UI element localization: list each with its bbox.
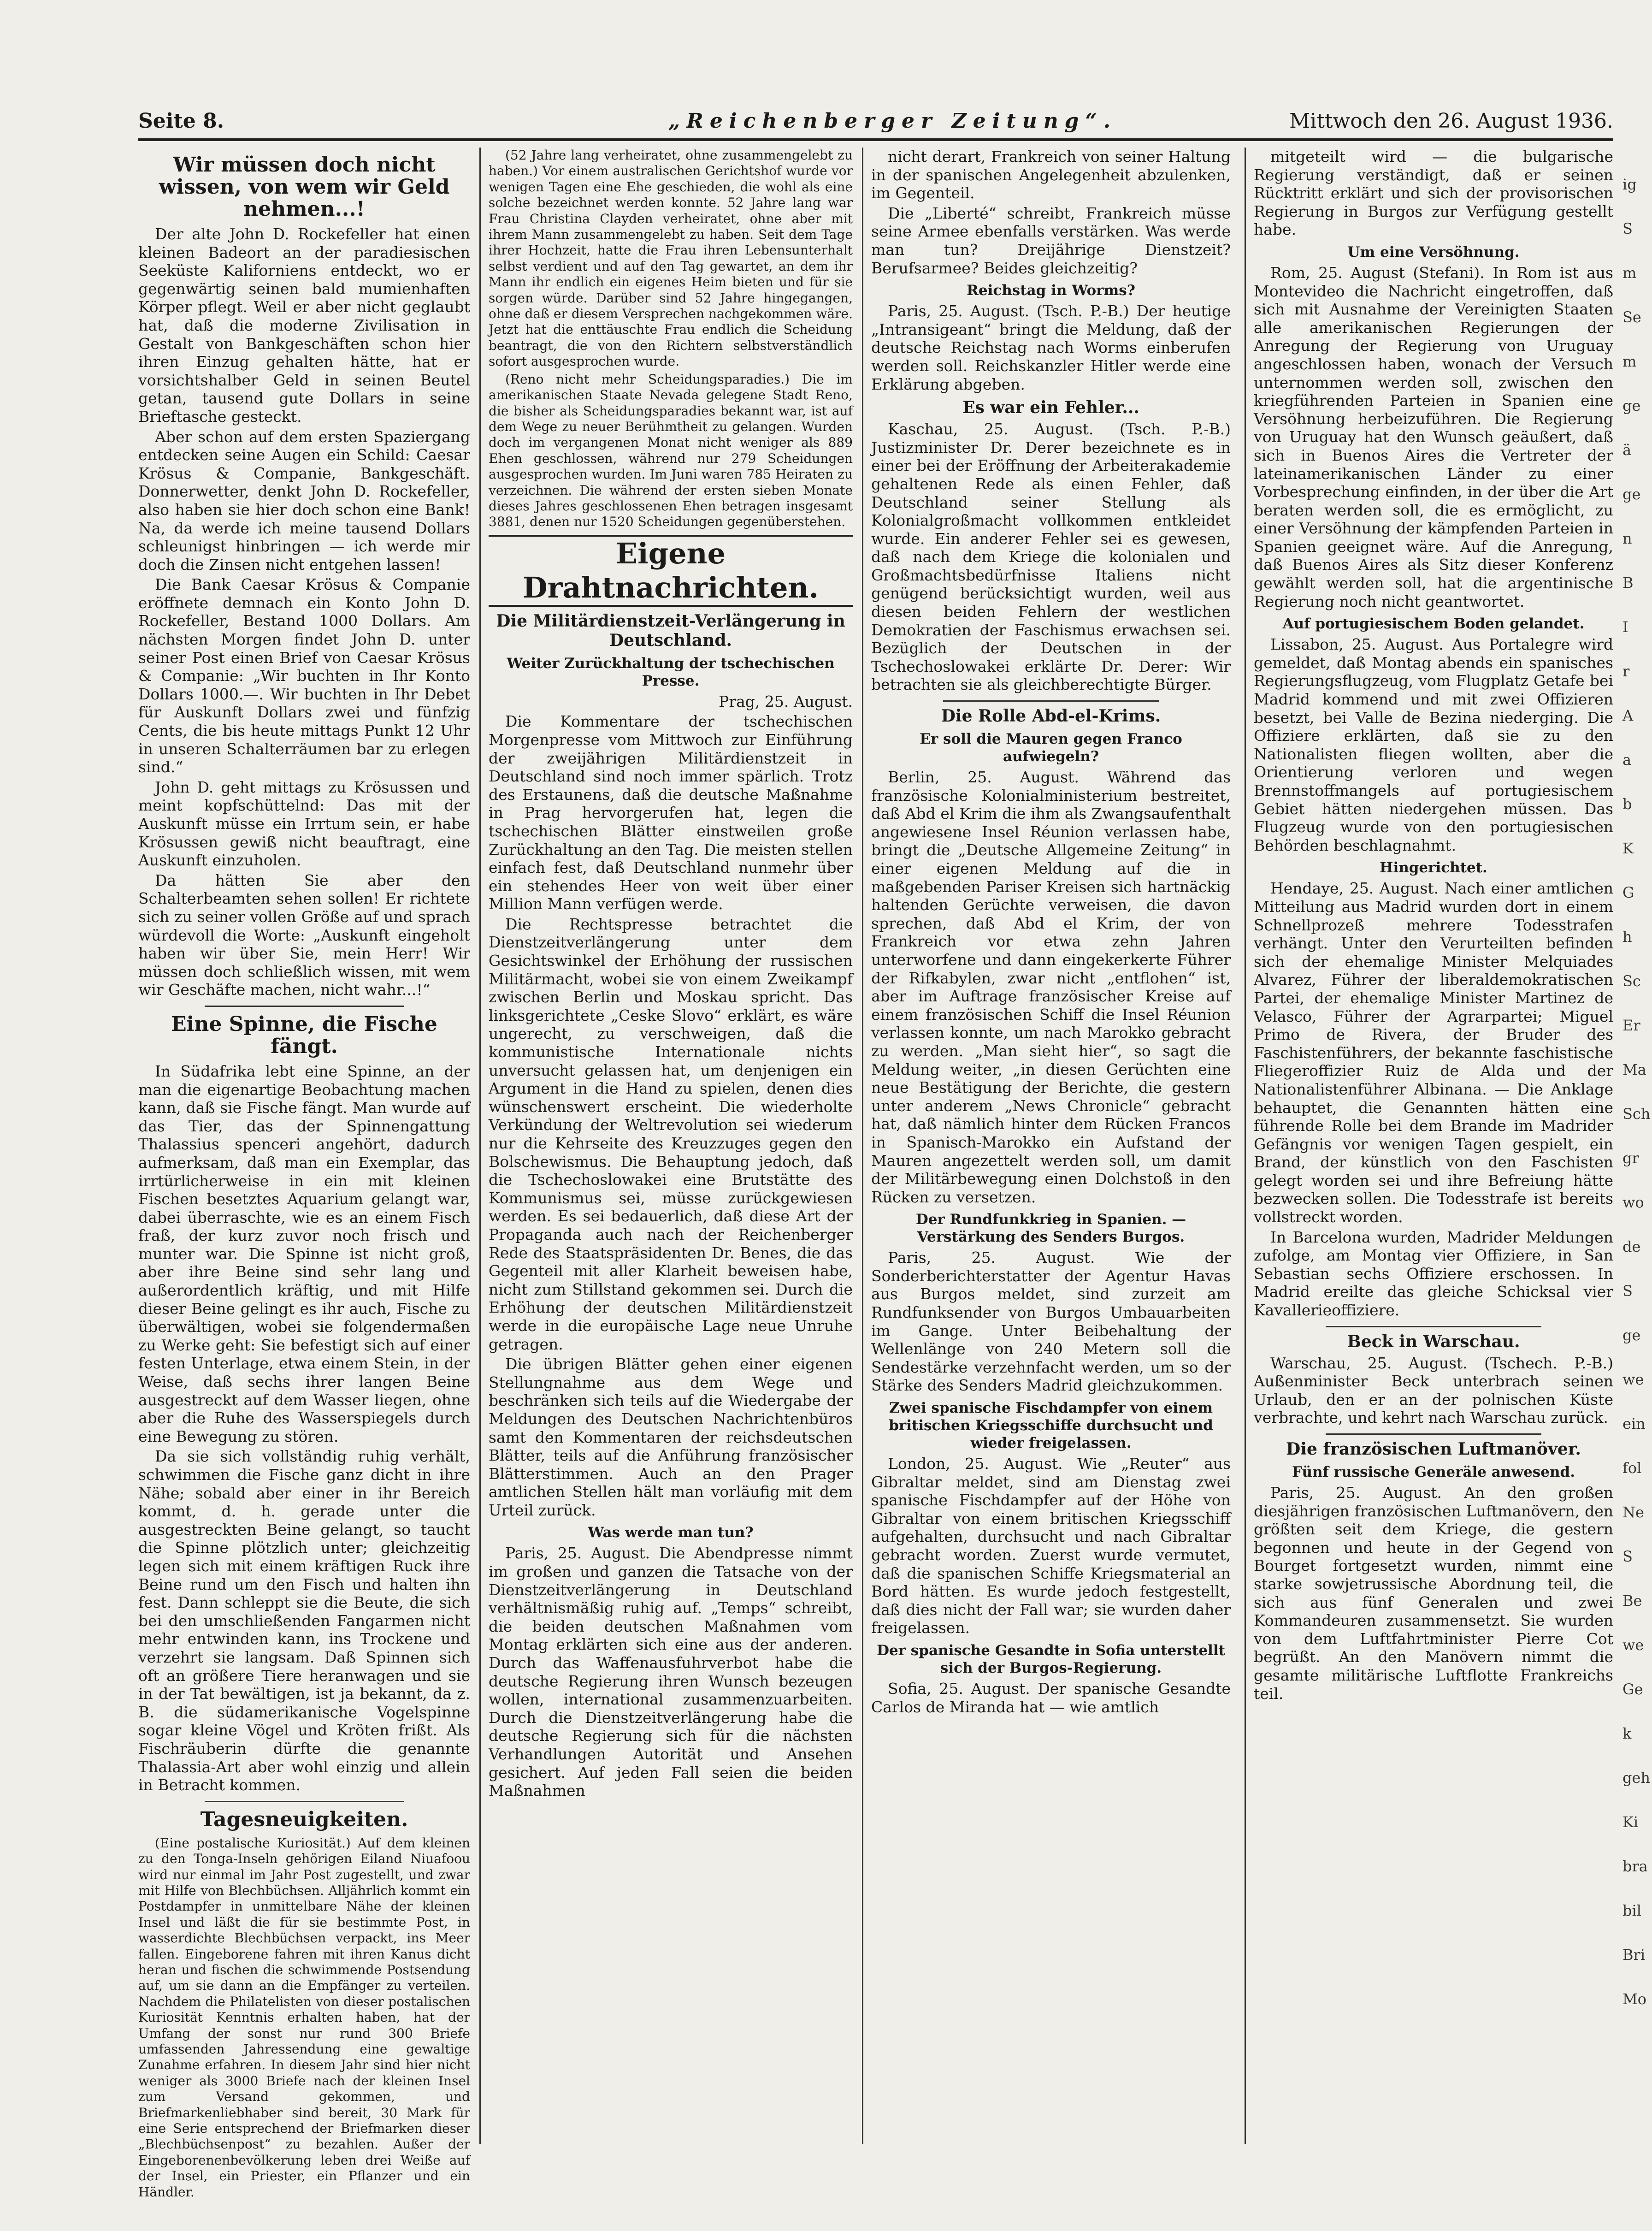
edge-fragment: A [1622,707,1634,724]
edge-fragment: a [1622,751,1632,769]
article-subtitle: Was werde man tun? [588,1524,754,1541]
article-subtitle: Reichstag in Worms? [967,282,1135,299]
edge-fragment: ig [1622,176,1637,193]
column-divider [479,148,481,2144]
paragraph: Da sie sich vollständig ruhig verhält, schwimmen die Fische ganz dicht in ihre Nähe; sobald aber einer in ihr Bereich kommt, d. h. gerade unter die ausgestreckten Beine gelangt, so taucht die Spinne plötzlich unter; gleichzeitig legen sich mit einem kräftigen Ruck ihre Beine rund um den Fisch und halten ihn fest. Dann schleppt sie die Beute, die sich bei den umschließenden Fangarmen nicht mehr entwinden kann, ins Trockene und verzehrt sie langsam. Daß Spinnen sich oft an größere Tiere heranwagen und sie in der Tat bewältigen, ist ja bekannt, da z. B. die südamerikanische Vogelspinne sogar kleine Vögel und Kröten frißt. Als Fischräuberin dürfte die genannte Thalassia-Art aber wohl einzig und allein in Betracht kommen. [138,1447,470,1794]
paragraph: Die Rechtspresse betrachtet die Dienstzeitverlängerung unter dem Gesichtswinkel der Erhöhung der russischen Militärmacht, wobei sie von einem Zweikampf zwischen Berlin und Moskau spricht. Das linksgerichtete „Ceske Slovo“ erklärt, es wäre ungerecht, zu verschweigen, daß die kommunistische Internationale nichts unversucht gelassen hat, um denjenigen ein Argument in die Hand zu spielen, denen dies wünschenswert erscheint. Die wiederholte Verkündung der Weltrevolution sei wiederum nur die Kehrseite des Kreuzzuges gegen den Bolschewismus. Die Behauptung jedoch, daß die Tschechoslowakei eine Brutstätte des Kommunismus sei, müsse zurückgewiesen werden. Es sei bedauerlich, daß diese Art der Propaganda auch nach der Reichenberger Rede des Staatspräsidenten Dr. Benes, die das Gegenteil mit aller Klarheit beweisen habe, nicht zum Stillstand gekommen sei. Durch die Erhöhung der deutschen Militärdienstzeit werde in die europäische Lage neue Unruhe getragen. [489,915,853,1353]
paragraph: John D. geht mittags zu Krösussen und meint kopfschüttelnd: Das mit der Auskunft müsse ein Irrtum sein, er habe Krösussen gewiß nicht beauftragt, eine Auskunft einzuholen. [138,778,470,870]
paragraph: Die übrigen Blätter gehen einer eigenen Stellungnahme aus dem Wege und beschränken sich teils auf die Wiedergabe der Meldungen des Deutschen Nachrichtenbüros samt den Kommentaren der reichsdeutschen Blätter, teils auf die Anführung französischer Blätterstimmen. Auch an den Prager amtlichen Stellen hält man vorläufig mit dem Urteil zurück. [489,1355,853,1519]
paragraph: Da hätten Sie aber den Schalterbeamten sehen sollen! Er richtete sich zu seiner vollen Größe auf und sprach würdevoll die Worte: „Auskunft eingeholt haben wir über Sie, mein Herr! Wir müssen doch schließlich wissen, mit wem wir Geschäfte machen, nicht wahr...!“ [138,871,470,999]
article-title: Beck in Warschau. [1347,1331,1520,1351]
edge-fragment: Ki [1622,1813,1639,1831]
edge-fragment: ge [1622,485,1641,503]
paragraph: Kaschau, 25. August. (Tsch. P.-B.) Justizminister Dr. Derer bezeichnete es in einer bei der Eröffnung der Arbeiterakademie gehaltenen Rede als einen Fehler, daß Deutschland seiner Stellung als Kolonialgroßmacht vollkommen entkleidet wurde. Ein anderer Fehler sei es gewesen, daß nach dem Kriege die kolonialen und Großmachtsbedürfnisse Italiens nicht genügend berücksichtigt wurden, weil aus diesen beiden Fehlern der westlichen Demokratien der Faschismus erwachsen sei. Bezüglich der Deutschen in der Tschechoslowakei erklärte Dr. Derer: Wir betrachten sie als gleichberechtigte Bürger. [871,420,1231,694]
edge-fragment: bil [1622,1902,1641,1919]
divider [205,1801,404,1802]
paragraph: Paris, 25. August. Die Abendpresse nimmt im großen und ganzen die Tatsache von der Dienstzeitverlängerung in Deutschland verhältnismäßig ruhig auf. „Temps“ schreibt, die beiden deutschen Maßnahmen vom Montag erklärten sich eine aus der anderen. Durch das Waffenausfuhrverbot habe die deutsche Regierung ihren Wunsch bezeugen wollen, international zusammenzuarbeiten. Durch die Dienstzeitverlängerung habe die deutsche Regierung sich für die nächsten Verhandlungen Autorität und Ansehen gesichert. Auf jeden Fall seien die beiden Maßnahmen [489,1544,853,1800]
edge-fragment: Er [1622,1017,1640,1034]
edge-fragment: I [1622,618,1628,636]
paragraph: Paris, 25. August. (Tsch. P.-B.) Der heutige „Intransigeant“ bringt die Meldung, daß der deutsche Reichstag nach Worms einberufen werden soll. Reichskanzler Hitler werde eine Erklärung abgeben. [871,302,1231,393]
dateline: Prag, 25. August. [719,692,853,710]
section-title: Tagesneuigkeiten. [200,1807,408,1831]
paragraph: Die „Liberté“ schreibt, Frankreich müsse seine Armee ebenfalls verstärken. Was werde man tun? Dreijährige Dienstzeit? Berufsarmee? Beides gleichzeitig? [871,204,1231,277]
edge-fragment: wo [1622,1194,1644,1211]
article-title: Die französischen Luftmanöver. [1286,1439,1581,1459]
article-title: Die Militärdienstzeit-Verlängerung in Deutschland. [496,611,845,650]
running-header [138,105,1613,137]
section-banner: Eigene Drahtnachrichten. [489,535,853,607]
article-title: Eine Spinne, die Fische fängt. [171,1012,437,1058]
article-title: Die Rolle Abd-el-Krims. [941,706,1161,726]
paragraph: Hendaye, 25. August. Nach einer amtlichen Mitteilung aus Madrid wurden dort in einem Schnellprozeß mehrere Todesstrafen verhängt. Unter den Verurteilten befinden sich der ehemalige Minister Melquiades Alvarez, Führer der liberaldemokratischen Partei, der ehemalige Minister Martinez de Velasco, Führer der Agrarpartei; Miguel Primo de Rivera, der Bruder des Faschistenführers, der bekannte faschistische Fliegeroffizier Ruiz de Alda und der Nationalistenführer Albinana. — Die Anklage behauptet, die Genannten hätten eine führende Rolle bei dem Brande im Madrider Gefängnis vor wenigen Tagen gespielt, ein Brand, der künstlich von den Faschisten gelegt worden sei und ihre Befreiung hätte bezwecken sollen. Die Todesstrafe ist bereits vollstreckt worden. [1254,879,1613,1226]
article-title: Der Rundfunkkrieg in Spanien. — Verstärkung des Senders Burgos. [915,1211,1186,1246]
edge-fragment: de [1622,1238,1641,1255]
header-rule [138,138,1613,141]
edge-fragment: ä [1622,441,1632,459]
page-number: Seite 8. [138,109,224,133]
paragraph: Die Kommentare der tschechischen Morgenpresse vom Mittwoch zur Einführung der zweijährigen Militärdienstzeit in Deutschland sind noch immer spärlich. Trotz des Erstaunens, daß die deutsche Maßnahme in Prag hervorgerufen hat, legen die tschechischen Blätter einstweilen große Zurückhaltung an den Tag. Die meisten stellen einfach fest, daß Deutschland nunmehr über ein stehendes Heer von weit über einer Million Mann verfügen werde. [489,712,853,913]
paragraph: In Barcelona wurden, Madrider Meldungen zufolge, am Montag vier Offiziere, in San Sebastian sechs Offiziere erschossen. In Madrid ereilte das gleiche Schicksal vier Kavallerieoffiziere. [1254,1228,1613,1320]
edge-fragment: Bri [1622,1946,1646,1964]
edge-fragment: S [1622,1548,1633,1565]
paragraph: In Südafrika lebt eine Spinne, an der man die eigenartige Beobachtung machen kann, daß sie Fische fängt. Man wurde auf das Tier, das der Spinnengattung Thalassius spenceri angehört, dadurch aufmerksam, daß man ein Exemplar, das irrtürlicherweise in ein mit kleinen Fischen besetztes Aquarium gelangt war, dabei überraschte, wie es an einem Fisch fraß, der kurz zuvor noch frisch und munter war. Die Spinne ist nicht groß, aber ihre Beine sind sehr lang und außerordentlich kräftig, und mit Hilfe dieser Beine gelingt es ihr auch, Fische zu überwältigen, wobei sie folgendermaßen zu Werke geht: Sie befestigt sich auf einer festen Unterlage, etwa einem Stein, in der Weise, daß sechs ihrer langen Beine ausgestreckt auf dem Wasser liegen, ohne aber die Ruhe des Wasserspiegels durch eine Bewegung zu stören. [138,1062,470,1445]
column-divider [1245,148,1246,2144]
column-3 [871,148,1231,2144]
paragraph: Aber schon auf dem ersten Spaziergang entdecken seine Augen ein Schild: Caesar Krösus & Companie, Bankgeschäft. Donnerwetter, denkt John D. Rockefeller, also haben sie hier doch schon eine Bank! Na, da werde ich meine tausend Dollars schleunigst hinbringen — ich werde mir doch die Zinsen nicht entgehen lassen! [138,427,470,574]
paragraph: Rom, 25. August (Stefani). In Rom ist aus Montevideo die Nachricht eingetroffen, daß sich mit Ausnahme der Vereinigten Staaten alle amerikanischen Regierungen der Anregung der Regierung von Uruguay angeschlossen haben, wonach der Versuch unternommen werden soll, zwischen den kriegführenden Parteien in Spanien eine Versöhnung herbeizuführen. Die Regierung von Uruguay hat den Wunsch geäußert, daß sich in Buenos Aires die Vertreter der lateinamerikanischen Länder zu einer Vorbesprechung einfinden, in der über die Art beraten werden soll, die es ermöglicht, zu einer Versöhnung der kämpfenden Parteien in Spanien geeignet wäre. Auf die Anregung, daß Buenos Aires als Sitz dieser Konferenz gewählt werden soll, hat die argentinische Regierung noch nicht geantwortet. [1254,263,1613,610]
edge-fragment: ein [1622,1415,1646,1432]
edge-fragment: Mo [1622,1990,1647,2008]
edge-fragment: fol [1622,1459,1642,1477]
article-subtitle: Weiter Zurückhaltung der tschechischen Presse. [507,655,835,689]
divider [1326,1433,1541,1435]
divider [943,700,1159,702]
article-subtitle: Fünf russische Generäle anwesend. [1292,1464,1575,1480]
paragraph: nicht derart, Frankreich von seiner Haltung in der spanischen Angelegenheit abzulenken, im Gegenteil. [871,148,1231,202]
edge-fragment: B [1622,574,1634,592]
paragraph: London, 25. August. Wie „Reuter“ aus Gibraltar meldet, sind am Dienstag zwei spanische Fischdampfer auf der Höhe von Gibraltar von einem britischen Kriegsschiff aufgehalten, durchsucht und nach Gibraltar gebracht worden. Zuerst wurde vermutet, daß die spanischen Schiffe Kriegsmaterial an Bord hätten. Es wurde jedoch festgestellt, daß dies nicht der Fall war; sie wurden daher freigelassen. [871,1455,1231,1637]
edge-fragment: Ge [1622,1681,1643,1698]
edge-fragment: ge [1622,1326,1641,1344]
article-title: Hingerichtet. [1380,859,1487,876]
paragraph: Berlin, 25. August. Während das französische Kolonialministerium bestreitet, daß Abd el Krim die ihm als Zwangsaufenthalt angewiesene Insel Réunion verlassen habe, bringt die „Deutsche Allgemeine Zeitung“ in einer eigenen Meldung auf die in maßgebenden Pariser Kreisen sich hartnäckig haltenden Gerüchte verweisen, die davon sprechen, daß Abd el Krim, der von Frankreich vor etwa zehn Jahren unterworfene und dann eingekerkerte Führer der Rifkabylen, zwar nicht „entflohen“ ist, aber im Auftrage französischer Kreise auf einem französischen Schiff die Insel Réunion verlassen konnte, um nach Marokko gebracht zu werden. „Man sieht hier“, so sagt die Meldung weiter, „in diesen Gerüchten eine neue Bestätigung der Berichte, die gestern unter anderem „News Chronicle“ gebracht hat, daß nämlich hinter dem Rücken Francos in Spanisch-Marokko ein Aufstand der Mauren angezettelt werden soll, um damit der Militärbewegung einen Dolchstoß in den Rücken zu versetzen. [871,768,1231,1206]
edge-fragment: we [1622,1636,1644,1654]
article-title: Auf portugiesischem Boden gelandet. [1282,615,1585,633]
edge-fragment: n [1622,530,1632,547]
paragraph: Lissabon, 25. August. Aus Portalegre wird gemeldet, daß Montag abends ein spanisches Regierungsflugzeug, vom Flugplatz Getafe bei Madrid kommend und mit zwei Offizieren besetzt, bei Valle de Bezina niederging. Die Offiziere erklärten, daß sie zu den Nationalisten fliegen wollten, aber die Orientierung verloren und wegen Brennstoffmangels auf portugiesischem Gebiet hätten niedergehen müssen. Das Flugzeug wurde von den portugiesischen Behörden beschlagnahmt. [1254,635,1613,854]
article-title: Es war ein Fehler... [962,398,1139,418]
divider [1326,1326,1541,1327]
edge-fragment: Ne [1622,1503,1644,1521]
edge-fragment: G [1622,884,1634,901]
paragraph: mitgeteilt wird — die bulgarische Regierung verständigt, daß er seinen Rücktritt erklärt und sich der provisorischen Regierung in Burgos zur Verfügung gestellt habe. [1254,148,1613,239]
paragraph: Die Bank Caesar Krösus & Companie eröffnete demnach ein Konto John D. Rockefeller, Bestand 1000 Dollars. Am nächsten Morgen findet John D. unter seiner Post einen Brief von Caesar Krösus & Companie: „Wir buchten in Ihr Konto Dollars 1000.—. Wir buchten in Ihr Debet für Auskunft Dollars zwei und fünfzig Cents, die bis heute mittags Punkt 12 Uhr in unseren Schalterräumen bar zu erlegen sind.“ [138,575,470,776]
edge-fragment: we [1622,1371,1644,1388]
edge-fragment: Be [1622,1592,1642,1610]
column-divider [862,148,863,2144]
edge-fragment: Se [1622,308,1641,326]
edge-fragment: gr [1622,1149,1639,1167]
article-title: Zwei spanische Fischdampfer von einem britischen Kriegsschiffe durchsucht und wieder freigelassen. [889,1400,1213,1452]
newspaper-title: „Reichenberger Zeitung“. [668,109,1117,133]
paragraph: Der alte John D. Rockefeller hat einen kleinen Badeort an der paradiesischen Seeküste Kaliforniens entdeckt, wo er gegenwärtig seinen bald mumienhaften Körper pflegt. Weil er aber nicht geglaubt hat, daß die moderne Zivilisation in Gestalt von Bankgeschäften schon hier ihren Einzug gehalten hätte, hat er vorsichtshalber Geld in seinen Beutel getan, tausend gute Dollars in seine Brieftasche gesteckt. [138,225,470,426]
paragraph: Warschau, 25. August. (Tschech. P.-B.) Außenminister Beck unterbrach seinen Urlaub, den er an der polnischen Küste verbrachte, und kehrt nach Warschau zurück. [1254,1354,1613,1427]
paragraph: Sofia, 25. August. Der spanische Gesandte Carlos de Miranda hat — wie amtlich [871,1679,1231,1716]
paragraph: (52 Jahre lang verheiratet, ohne zusammengelebt zu haben.) Vor einem australischen Gerichtshof wurde vor wenigen Tagen eine Ehe geschieden, die wohl als eine solche bezeichnet werden konnte. 52 Jahre lang war Frau Christina Clayden verheiratet, ohne aber mit ihrem Mann zusammengelebt zu haben. Seit dem Tage ihrer Hochzeit, hatte die Frau ihren Lebensunterhalt selbst verdient und auf den Tag gewartet, an dem ihr Mann ihr endlich ein eigenes Heim bieten und für sie sorgen würde. Darüber sind 52 Jahre hingegangen, ohne daß er diesem Versprechen nachgekommen wäre. Jetzt hat die enttäuschte Frau endlich die Scheidung beantragt, die von den Richtern selbstverständlich sofort ausgesprochen wurde. [489,148,853,369]
article-title: Wir müssen doch nicht wissen, von wem wir Geld nehmen...! [159,153,450,221]
column-1 [138,148,470,2200]
paragraph: Paris, 25. August. An den großen diesjährigen französischen Luftmanövern, den größten seit dem Kriege, die gestern begonnen und heute in der Gegend von Bourget fortgesetzt wurden, nimmt eine starke sowjetrussische Abordnung teil, die sich aus fünf Generalen und zwei Kommandeuren zusammensetzt. Sie wurden von dem Luftfahrtminister Pierre Cot begrüßt. An den Manövern nimmt die gesamte militärische Luftflotte Frankreichs teil. [1254,1484,1613,1703]
article-subtitle: Er soll die Mauren gegen Franco aufwiegeln? [920,731,1182,765]
paragraph: (Eine postalische Kuriosität.) Auf dem kleinen zu den Tonga-Inseln gehörigen Eiland Niuafoou wird nur einmal im Jahr Post zugestellt, und zwar mit Hilfe von Blechbüchsen. Alljährlich kommt ein Postdampfer in unmittelbare Nähe der kleinen Insel und läßt die für sie bestimmte Post, in wasserdichte Blechbüchsen verpackt, ins Meer fallen. Eingeborene fahren mit ihren Kanus dicht heran und fischen die schwimmende Postsendung auf, um sie dann an die Empfänger zu verteilen. Nachdem die Philatelisten von dieser postalischen Kuriosität Kenntnis erhalten haben, hat der Umfang der sonst nur rund 300 Briefe umfassenden Jahressendung eine gewaltige Zunahme erfahren. In diesem Jahr sind hier nicht weniger als 3000 Briefe nach der kleinen Insel zum Versand gekommen, und Briefmarkenliebhaber sind bereit, 30 Mark für eine Serie entsprechend der Briefmarken dieser „Blechbüchsenpost“ zu bezahlen. Außer der Eingeborenenbevölkerung leben drei Weiße auf der Insel, ein Priester, ein Pflanzer und ein Händler. [138,1835,470,2200]
edge-fragment: r [1622,663,1630,680]
edge-fragment: S [1622,220,1633,237]
issue-date: Mittwoch den 26. August 1936. [1289,109,1613,133]
edge-fragment: m [1622,264,1637,282]
edge-fragment: Sc [1622,972,1641,990]
edge-fragment: S [1622,1282,1633,1300]
adjacent-page-edge [1622,148,1652,2144]
edge-fragment: bra [1622,1858,1648,1875]
edge-fragment: h [1622,928,1632,946]
edge-fragment: k [1622,1725,1632,1742]
edge-fragment: Ma [1622,1061,1646,1078]
edge-fragment: b [1622,795,1632,813]
paragraph: Paris, 25. August. Wie der Sonderberichterstatter der Agentur Havas aus Burgos meldet, sind zurzeit am Rundfunksender von Burgos Umbauarbeiten im Gange. Unter Beibehaltung der Wellenlänge von 240 Metern soll die Sendestärke verzehnfacht werden, um so der Stärke des Senders Madrid gleichzukommen. [871,1249,1231,1395]
article-title: Der spanische Gesandte in Sofia unterstellt sich der Burgos-Regierung. [877,1642,1225,1676]
edge-fragment: K [1622,840,1634,857]
column-4 [1254,148,1613,2144]
edge-fragment: Sch [1622,1105,1651,1123]
edge-fragment: ge [1622,397,1641,414]
article-title: Um eine Versöhnung. [1347,243,1520,260]
divider [205,1006,404,1007]
column-2 [489,148,853,2144]
paragraph: (Reno nicht mehr Scheidungsparadies.) Die im amerikanischen Staate Nevada gelegene Stadt Reno, die bisher als Scheidungsparadies bekannt war, ist auf dem Wege zu neuer Berühmtheit zu gelangen. Wurden doch im vergangenen Monat nicht weniger als 889 Ehen geschlossen, während nur 279 Scheidungen ausgesprochen wurden. Im Juni waren 785 Heiraten zu verzeichnen. Die während der ersten sieben Monate dieses Jahres geschlossenen Ehen betragen insgesamt 3881, denen nur 1520 Scheidungen gegenüberstehen. [489,371,853,530]
edge-fragment: m [1622,353,1637,370]
edge-fragment: geh [1622,1769,1651,1787]
